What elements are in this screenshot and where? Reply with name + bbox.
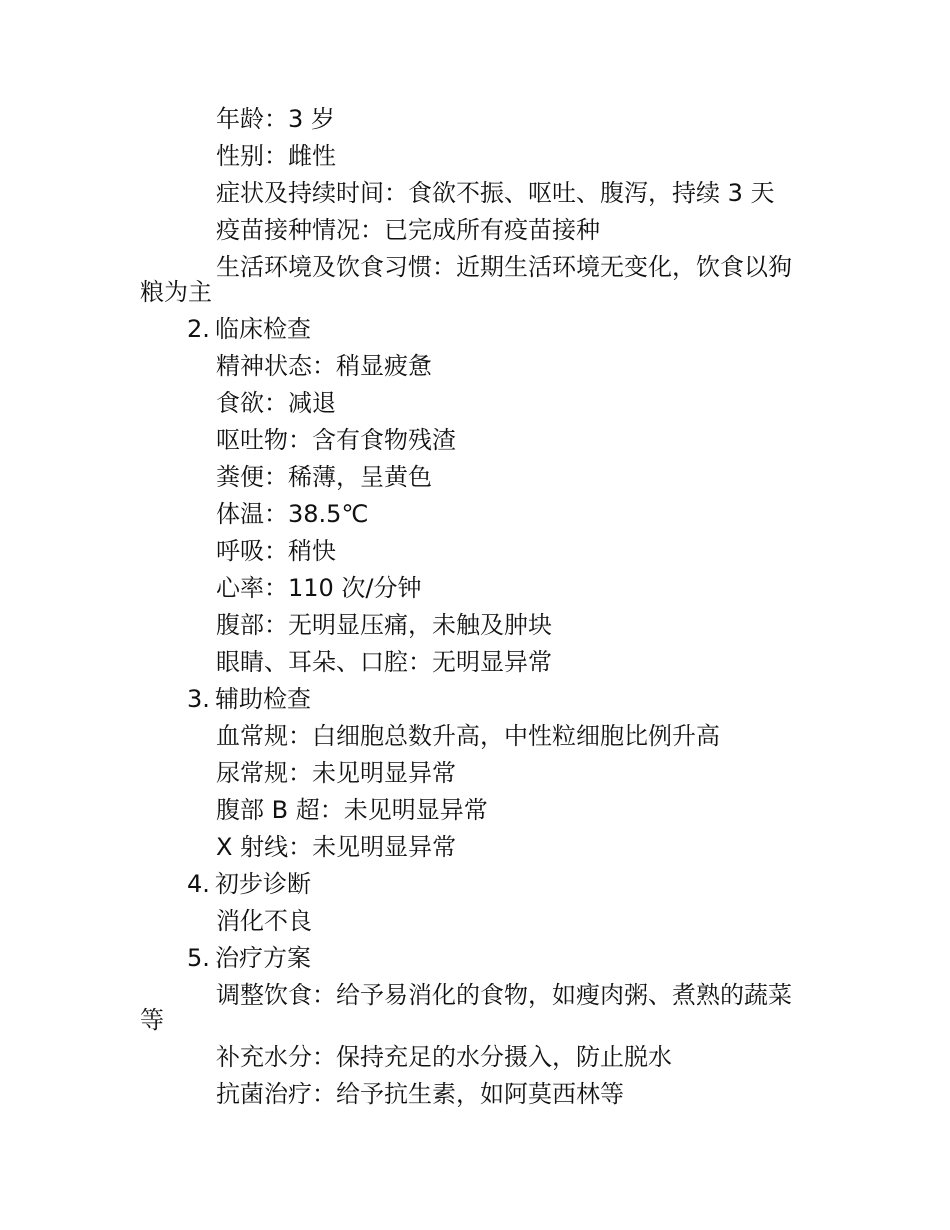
section-heading [140,311,800,348]
field-line: 抗菌治疗：给予抗生素，如阿莫西林等 [216,1080,624,1108]
field-line: 心率：110 次/分钟 [216,574,422,602]
field-line: 呕吐物：含有食物残渣 [216,426,456,454]
field-line: 呼吸：稍快 [216,537,336,565]
section-number: 5. [187,944,210,972]
field-line: 食欲：减退 [216,389,336,417]
field-line: 补充水分：保持充足的水分摄入，防止脱水 [216,1043,672,1071]
section-heading [140,866,800,903]
field-line: X 射线：未见明显异常 [216,833,457,861]
field-line: 生活环境及饮食习惯：近期生活环境无变化，饮食以狗粮为主 [140,253,792,306]
field-line: 血常规：白细胞总数升高，中性粒细胞比例升高 [216,722,720,750]
field-line: 腹部 B 超：未见明显异常 [216,796,488,824]
section-title: 临床检查 [215,315,311,343]
section-heading [140,940,800,977]
section-title: 治疗方案 [215,944,311,972]
field-line: 粪便：稀薄，呈黄色 [216,463,432,491]
field-line: 消化不良 [216,907,312,935]
field-line: 年龄：3 岁 [216,105,335,133]
document-body [140,101,800,1113]
section-heading [140,681,800,718]
section-number: 2. [187,315,210,343]
section-title: 初步诊断 [215,870,311,898]
section-number: 3. [187,685,210,713]
field-line: 调整饮食：给予易消化的食物，如瘦肉粥、煮熟的蔬菜等 [140,981,792,1034]
field-line: 腹部：无明显压痛，未触及肿块 [216,611,552,639]
field-line: 性别：雌性 [216,142,336,170]
field-line: 尿常规：未见明显异常 [216,759,456,787]
field-line: 体温：38.5℃ [216,500,369,528]
section-number: 4. [187,870,210,898]
section-title: 辅助检查 [215,685,311,713]
field-line: 精神状态：稍显疲惫 [216,352,432,380]
field-line: 疫苗接种情况：已完成所有疫苗接种 [216,216,600,244]
field-line: 眼睛、耳朵、口腔：无明显异常 [216,648,552,676]
field-line: 症状及持续时间：食欲不振、呕吐、腹泻，持续 3 天 [216,179,775,207]
